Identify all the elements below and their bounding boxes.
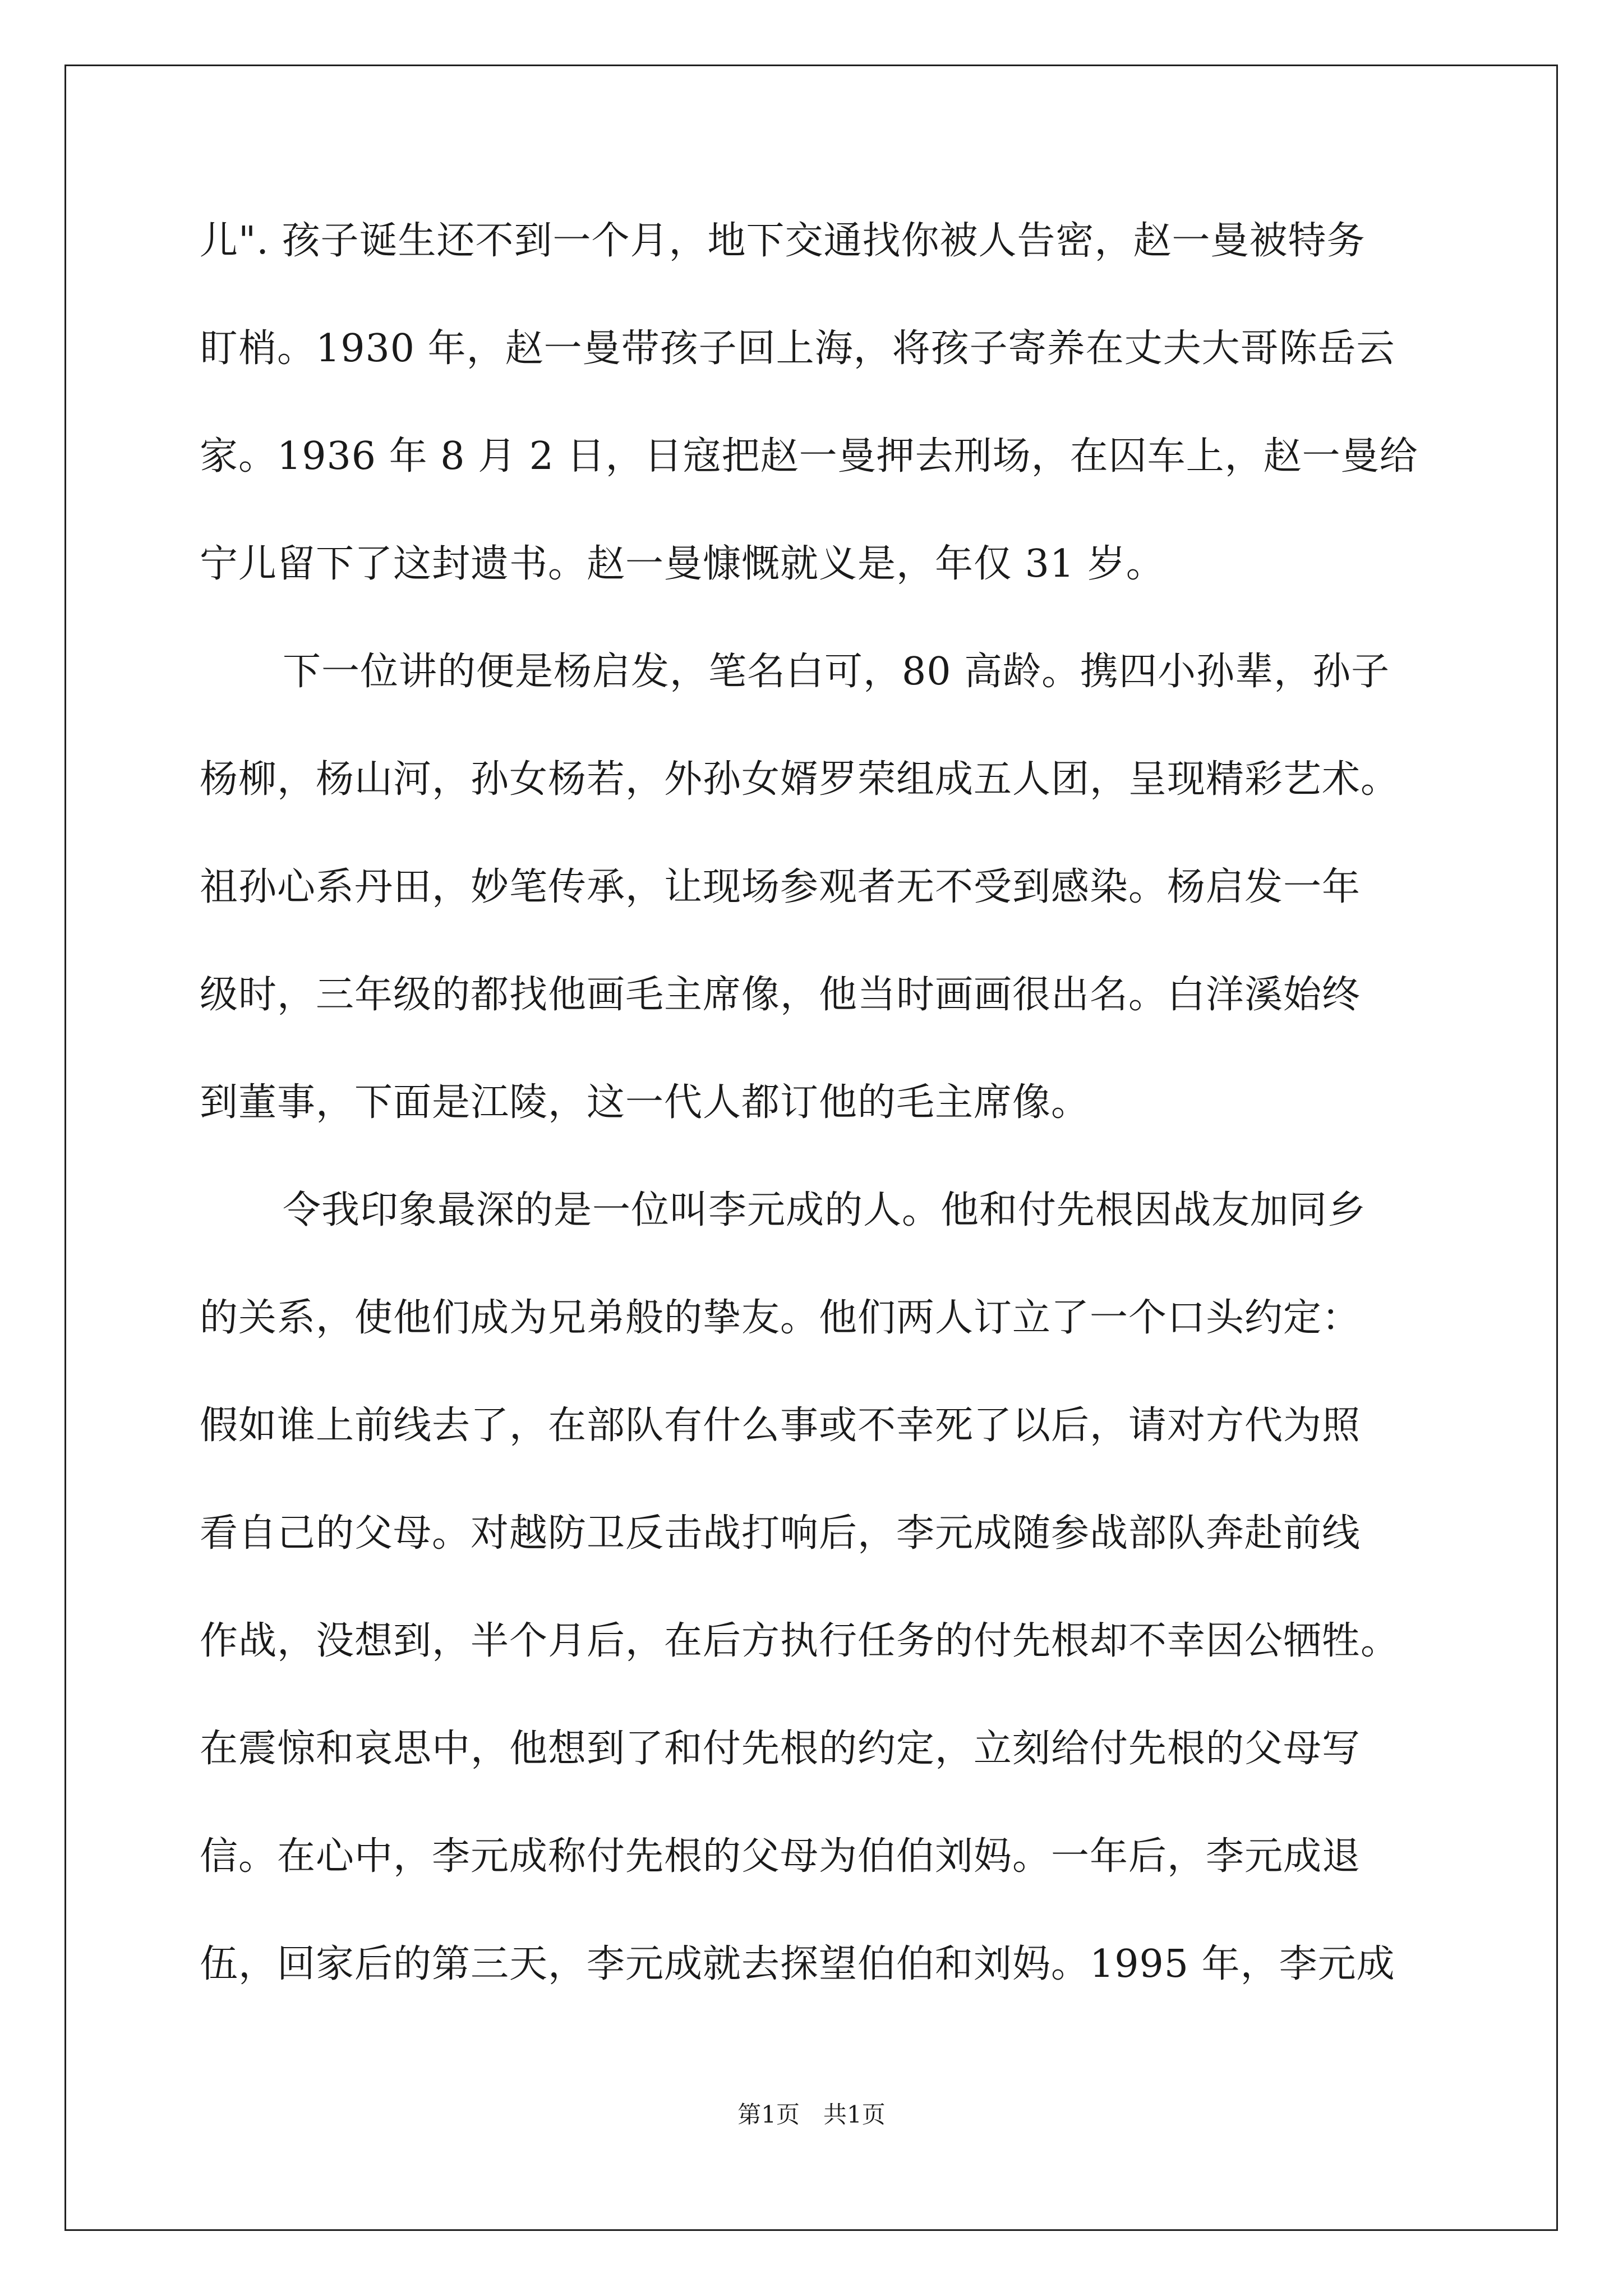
- text-line: 级时，三年级的都找他画毛主席像，他当时画画很出名。白洋溪始终: [200, 973, 1361, 1017]
- text-line: 宁儿留下了这封遗书。赵一曼慷慨就义是，年仅 31 岁。: [200, 542, 1165, 586]
- text-line: 伍，回家后的第三天，李元成就去探望伯伯和刘妈。1995 年，李元成: [200, 1942, 1395, 1986]
- text-line: 祖孙心系丹田，妙笔传承，让现场参观者无不受到感染。杨启发一年: [200, 865, 1361, 909]
- paragraph-1: [200, 208, 1433, 638]
- text-line: 的关系，使他们成为兄弟般的挚友。他们两人订立了一个口头约定：: [200, 1296, 1361, 1340]
- document-body: [200, 208, 1433, 2039]
- text-line: 盯梢。1930 年，赵一曼带孩子回上海，将孩子寄养在丈夫大哥陈岳云: [200, 326, 1395, 371]
- text-line: 信。在心中，李元成称付先根的父母为伯伯刘妈。一年后，李元成退: [200, 1834, 1361, 1879]
- text-line: 看自己的父母。对越防卫反击战打响后，李元成随参战部队奔赴前线: [200, 1511, 1361, 1556]
- text-line: 到董事，下面是江陵，这一代人都订他的毛主席像。: [200, 1080, 1090, 1125]
- paragraph-3: [200, 1177, 1433, 2039]
- text-line: 儿". 孩子诞生还不到一个月，地下交通找你被人告密，赵一曼被特务: [200, 219, 1366, 263]
- text-line: 家。1936 年 8 月 2 日，日寇把赵一曼押去刑场，在囚车上，赵一曼给: [200, 434, 1418, 478]
- text-line: 下一位讲的便是杨启发，笔名白可，80 高龄。携四小孙辈，孙子: [283, 650, 1390, 694]
- paragraph-2: [200, 638, 1433, 1177]
- page-footer: 第1页 共1页: [737, 2101, 886, 2128]
- text-line: 在震惊和哀思中，他想到了和付先根的约定，立刻给付先根的父母写: [200, 1727, 1361, 1771]
- text-line: 作战，没想到，半个月后，在后方执行任务的付先根却不幸因公牺牲。: [200, 1619, 1400, 1663]
- text-line: 令我印象最深的是一位叫李元成的人。他和付先根因战友加同乡: [283, 1188, 1367, 1232]
- text-line: 假如谁上前线去了，在部队有什么事或不幸死了以后，请对方代为照: [200, 1404, 1361, 1448]
- text-line: 杨柳，杨山河，孙女杨若，外孙女婿罗荣组成五人团，呈现精彩艺术。: [200, 757, 1400, 802]
